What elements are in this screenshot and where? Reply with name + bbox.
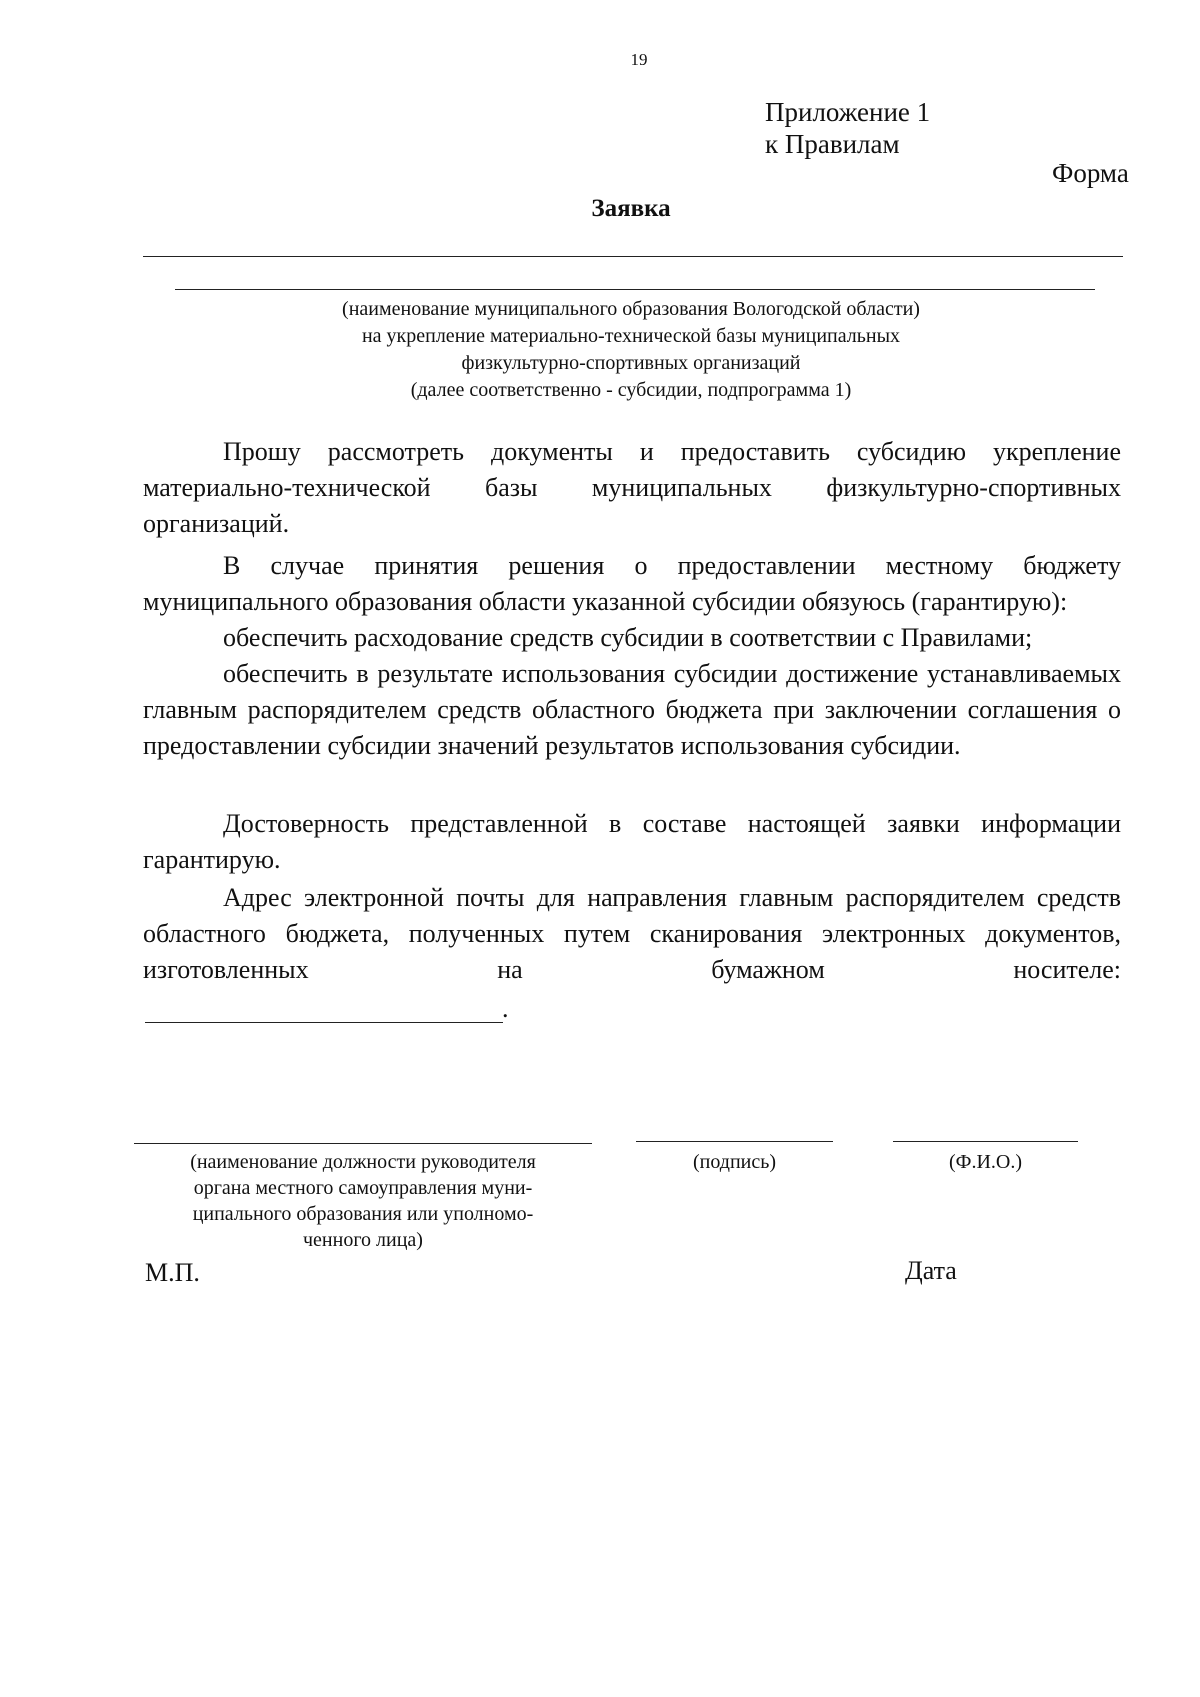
email-period: .	[502, 994, 509, 1023]
subtitle-line: (далее соответственно - субсидии, подпрограмма 1)	[410, 379, 852, 401]
body-paragraph: В случае принятия решения о предоставлении местному бюджету муниципального образования области указанной субсидии обязуюсь (гарантирую):	[143, 551, 1121, 616]
position-blank-line	[134, 1143, 592, 1144]
body-paragraph: обеспечить расходование средств субсидии в соответствии с Правилами;	[223, 623, 1033, 652]
email-blank-line	[145, 1022, 503, 1023]
appendix-block	[765, 96, 930, 160]
subtitle-line: на укрепление материально-технической базы муниципальных	[361, 325, 901, 347]
blank-line	[143, 256, 1123, 257]
appendix-rules-line: к Правилам	[765, 129, 900, 159]
subtitle-line: физкультурно-спортивных организаций	[461, 352, 801, 374]
body-paragraph: Достоверность представленной в составе настоящей заявки информации гарантирую.	[143, 809, 1121, 874]
email-paragraph: Адрес электронной почты для направления главным распорядителем средств областного бюджета, полученных путем сканирования электронных документов, изготовленных на бумажном носителе:	[143, 883, 1121, 984]
municipality-blank-line	[175, 289, 1095, 290]
signature-caption: (подпись)	[692, 1151, 777, 1173]
form-label: Форма	[1052, 158, 1129, 188]
name-blank-line	[893, 1141, 1078, 1142]
body-paragraph: Прошу рассмотреть документы и предоставить субсидию укрепление материально-технической базы муниципальных физкультурно-спортивных организаций.	[143, 437, 1121, 538]
date-label: Дата	[905, 1256, 957, 1285]
appendix-line: Приложение 1	[765, 97, 931, 127]
body-paragraph: обеспечить в результате использования субсидии достижение устанавливаемых главным распорядителем средств областного бюджета при заключении соглашения о предоставлении субсидии значений результатов использования субсидии.	[143, 659, 1121, 760]
page-number: 19	[630, 50, 648, 69]
document-title: Заявка	[591, 195, 671, 222]
seal-label: М.П.	[145, 1258, 200, 1287]
name-caption: (Ф.И.О.)	[948, 1151, 1022, 1173]
signature-blank-line	[636, 1141, 833, 1142]
municipality-caption: (наименование муниципального образования Вологодской области)	[342, 298, 920, 320]
position-caption: (наименование должности руководителя органа местного самоуправления муни- ципального образования или уполномо- ченного лица)	[190, 1151, 536, 1251]
